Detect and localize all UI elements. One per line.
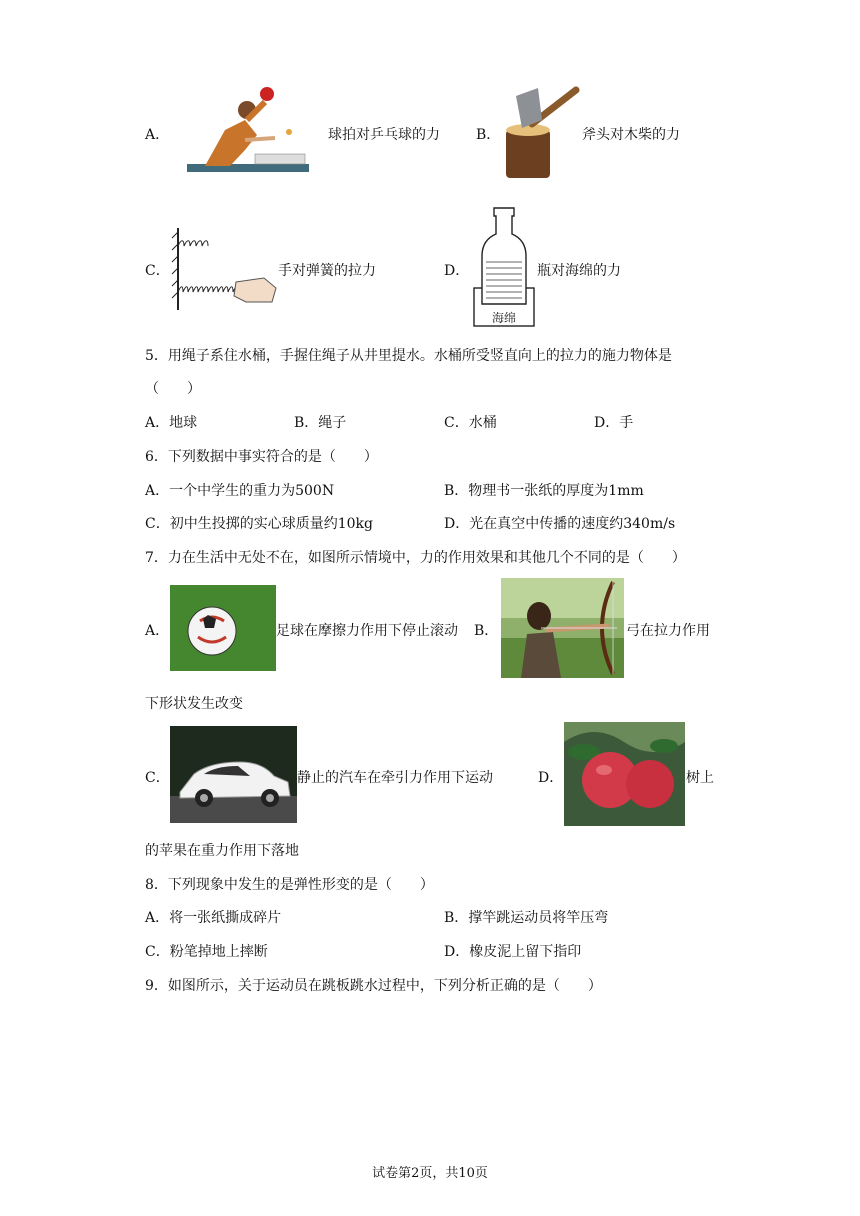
q7-option-a-label: A． [145, 623, 170, 639]
q7-option-c-text: 静止的汽车在牵引力作用下运动 [297, 770, 493, 786]
q7-option-b-cont: 下形状发生改变 [145, 696, 243, 712]
q6-option-b: B．物理书一张纸的厚度为1mm [444, 483, 644, 499]
q8-option-d: D．橡皮泥上留下指印 [444, 944, 582, 960]
sponge-label: 海绵 [491, 311, 517, 325]
q4-option-c-text: 手对弹簧的拉力 [278, 263, 376, 279]
q5-stem-cont: （ ） [145, 381, 201, 397]
q6-option-a: A．一个中学生的重力为500N [145, 483, 335, 499]
q8-stem: 8．下列现象中发生的是弹性形变的是（ ） [145, 877, 434, 893]
q4-option-a-label: A． [145, 127, 170, 143]
q6-stem: 6．下列数据中事实符合的是（ ） [145, 449, 378, 465]
q4-option-a-text: 球拍对乒乓球的力 [328, 127, 440, 143]
q5-option-b: B．绳子 [294, 415, 347, 431]
q7-option-d-text: 树上 [686, 770, 714, 786]
q8-option-c: C．粉笔掉地上摔断 [145, 944, 268, 960]
q7-option-b-text: 弓在拉力作用 [626, 623, 710, 639]
q7-option-b-label: B． [474, 623, 499, 639]
q6-option-d: D．光在真空中传播的速度约340m/s [444, 516, 676, 532]
apple-photo [564, 722, 685, 826]
bottle-sponge-figure [472, 206, 536, 328]
football-photo [170, 585, 276, 671]
q4-option-d-label: D． [444, 263, 470, 279]
q4-option-c-label: C． [145, 263, 170, 279]
archer-photo [501, 578, 624, 678]
q5-option-d: D．手 [594, 415, 634, 431]
q4-option-b-label: B． [476, 127, 501, 143]
q7-option-c-label: C． [145, 770, 170, 786]
q4-option-d-text: 瓶对海绵的力 [537, 263, 621, 279]
page-footer: 试卷第2页，共10页 [372, 1166, 488, 1181]
q9-stem: 9．如图所示，关于运动员在跳板跳水过程中，下列分析正确的是（ ） [145, 978, 602, 994]
q6-option-c: C．初中生投掷的实心球质量约10kg [145, 516, 373, 532]
spring-hand-figure [168, 226, 278, 312]
q8-option-a: A．将一张纸撕成碎片 [145, 910, 282, 926]
q7-option-a-text: 足球在摩擦力作用下停止滚动 [276, 623, 458, 639]
q7-stem: 7．力在生活中无处不在，如图所示情境中，力的作用效果和其他几个不同的是（ ） [145, 550, 686, 566]
q7-option-d-label: D． [538, 770, 564, 786]
table-tennis-figure [185, 80, 311, 176]
q5-option-a: A．地球 [145, 415, 198, 431]
q5-stem: 5．用绳子系住水桶，手握住绳子从井里提水。水桶所受竖直向上的拉力的施力物体是 [145, 348, 672, 364]
q8-option-b: B．撑竿跳运动员将竿压弯 [444, 910, 609, 926]
q5-option-c: C．水桶 [444, 415, 497, 431]
q4-option-b-text: 斧头对木柴的力 [582, 127, 680, 143]
axe-wood-figure [502, 84, 582, 182]
car-photo [170, 726, 297, 823]
q7-option-d-cont: 的苹果在重力作用下落地 [145, 843, 299, 859]
